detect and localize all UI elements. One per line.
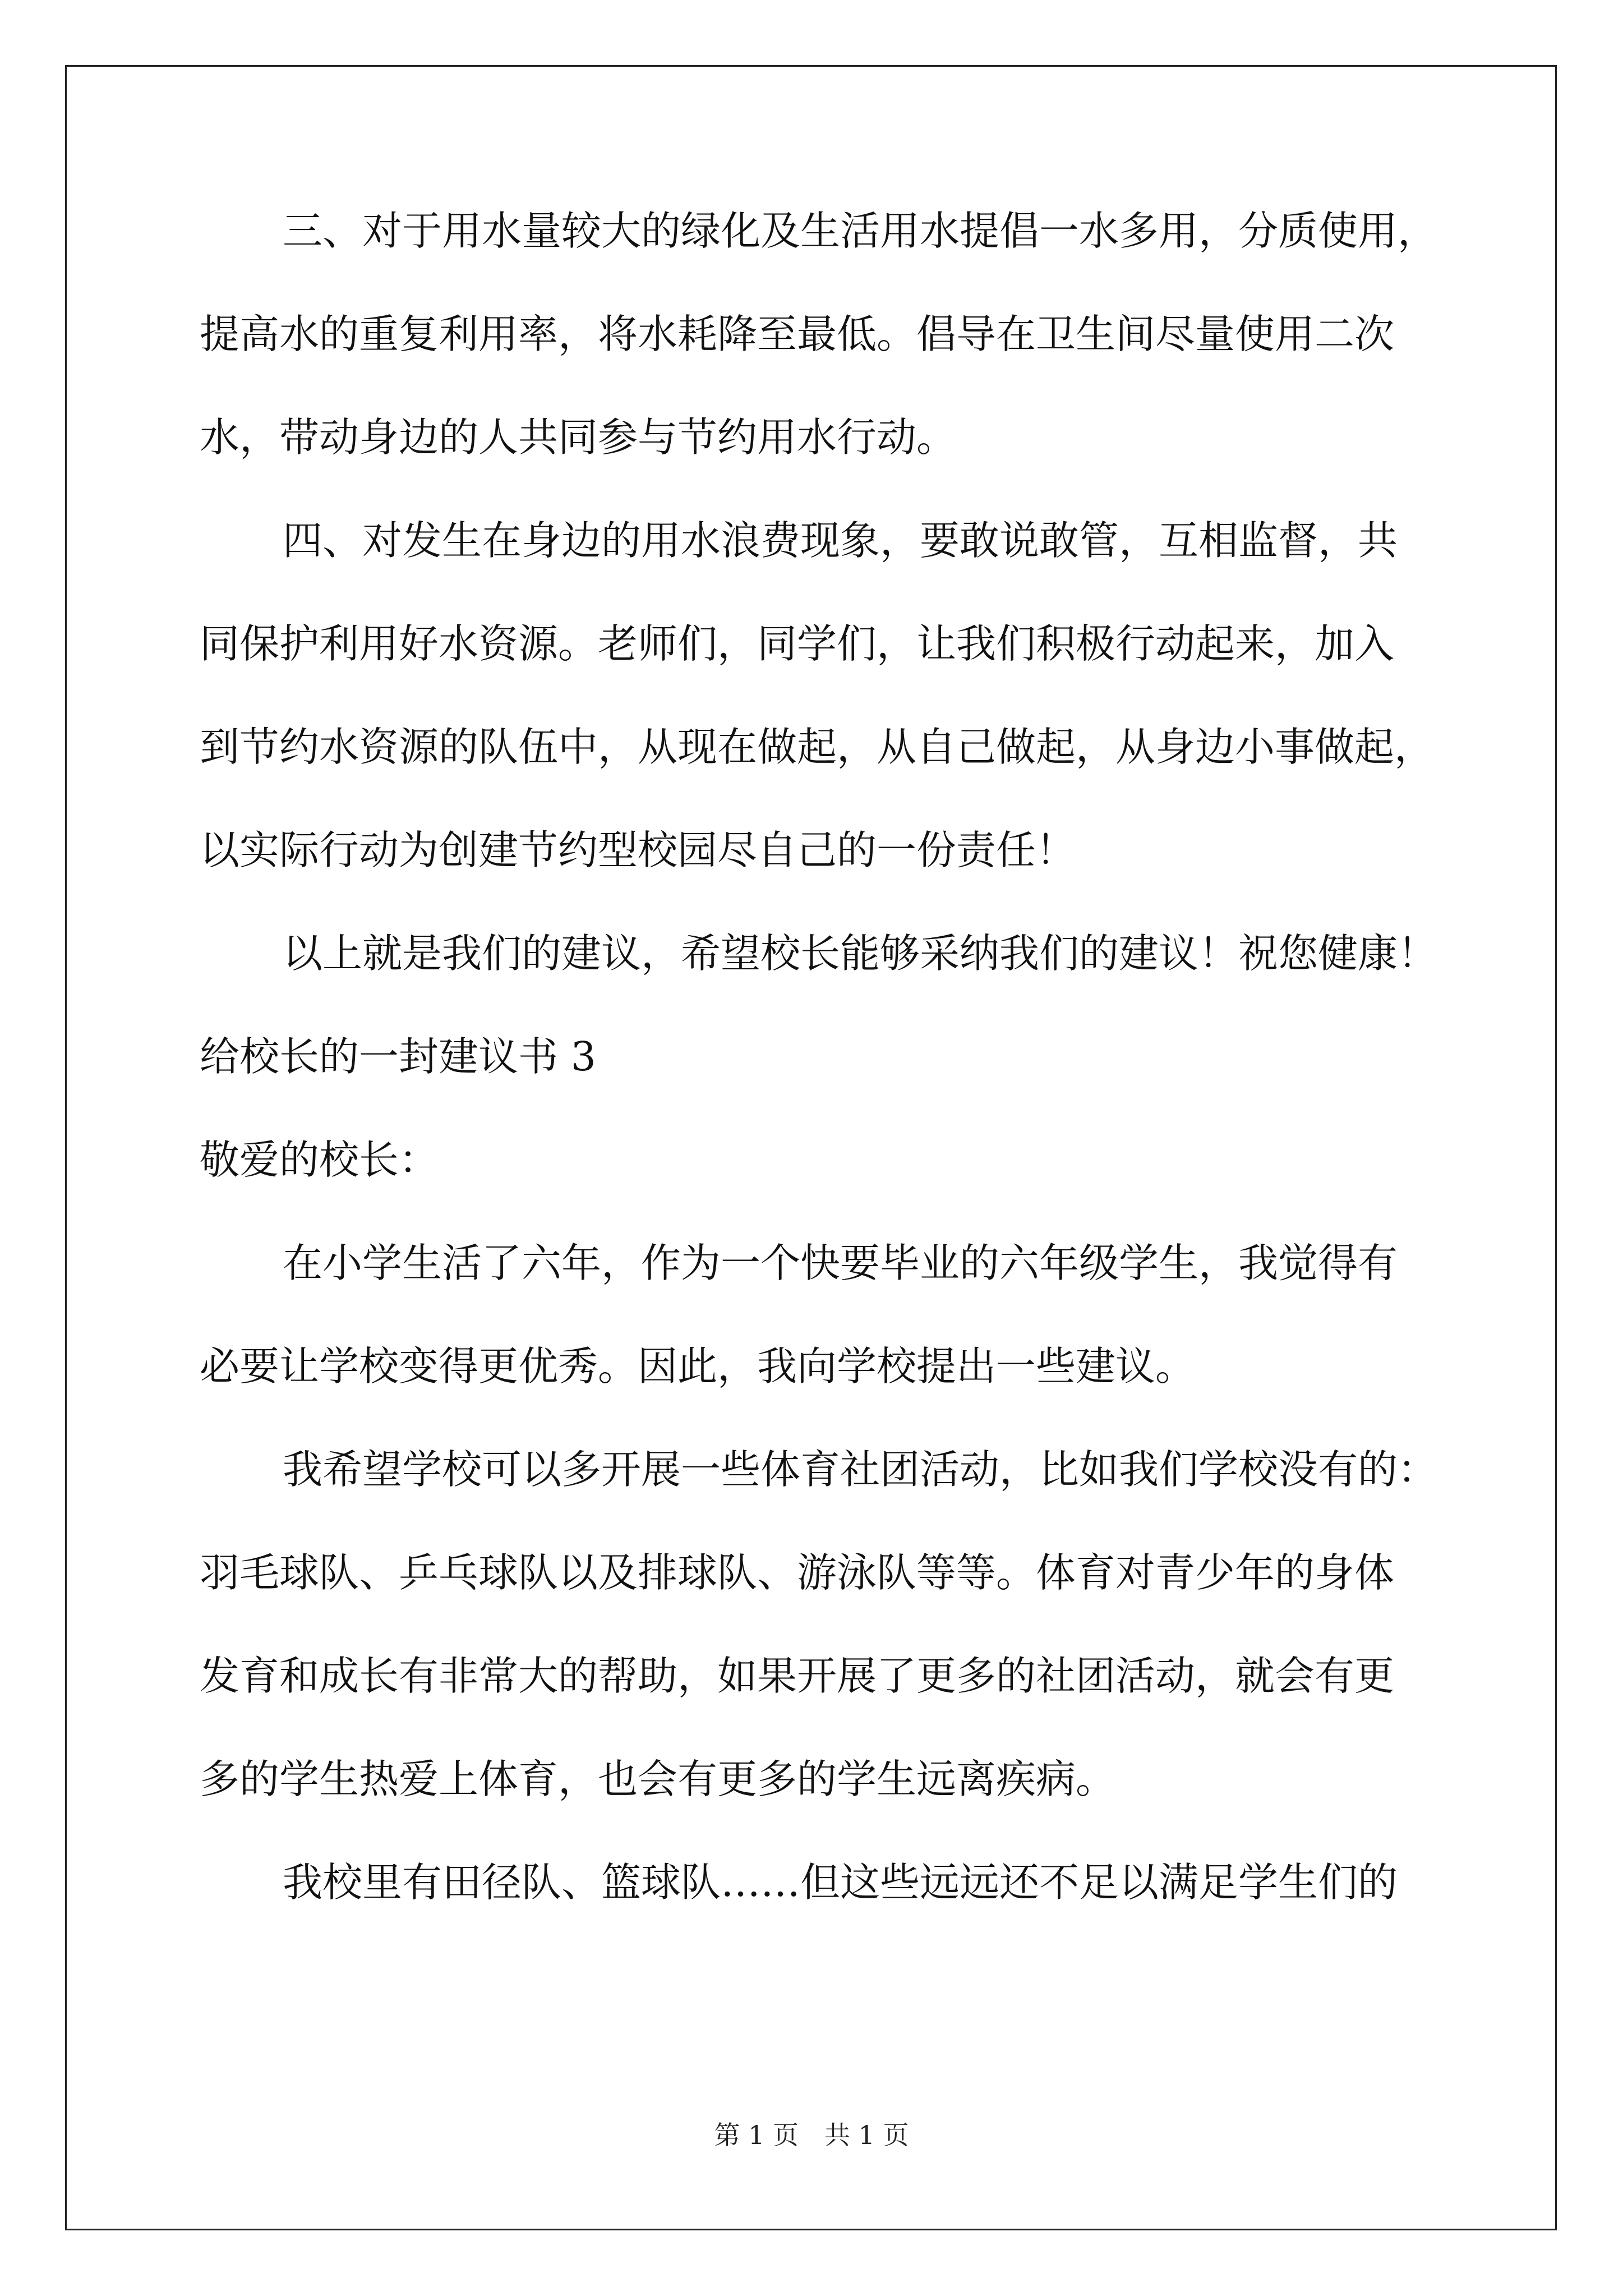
paragraph-line: 必要让学校变得更优秀。因此，我向学校提出一些建议。 bbox=[200, 1343, 1196, 1389]
paragraph-line: 在小学生活了六年，作为一个快要毕业的六年级学生，我觉得有 bbox=[283, 1240, 1398, 1286]
paragraph-line: 三、对于用水量较大的绿化及生活用水提倡一水多用，分质使用， bbox=[283, 208, 1438, 254]
paragraph-line: 同保护利用好水资源。老师们，同学们，让我们积极行动起来，加入 bbox=[200, 620, 1395, 667]
letter-heading: 给校长的一封建议书 3 bbox=[200, 1033, 596, 1080]
paragraph-line: 四、对发生在身边的用水浪费现象，要敢说敢管，互相监督，共 bbox=[283, 517, 1398, 564]
paragraph-line: 发育和成长有非常大的帮助，如果开展了更多的社团活动，就会有更 bbox=[200, 1653, 1395, 1699]
paragraph-line: 我校里有田径队、篮球队……但这些远远还不足以满足学生们的 bbox=[283, 1859, 1398, 1906]
paragraph-line: 水，带动身边的人共同参与节约用水行动。 bbox=[200, 414, 957, 461]
paragraph-line: 以实际行动为创建节约型校园尽自己的一份责任！ bbox=[200, 827, 1076, 873]
paragraph-line: 提高水的重复利用率，将水耗降至最低。倡导在卫生间尽量使用二次 bbox=[200, 311, 1395, 357]
paragraph-line: 我希望学校可以多开展一些体育社团活动，比如我们学校没有的： bbox=[283, 1446, 1438, 1493]
page-footer: 第 1 页 共 1 页 bbox=[714, 2120, 909, 2150]
salutation: 敬爱的校长： bbox=[200, 1137, 439, 1183]
paragraph-line: 多的学生热爱上体育，也会有更多的学生远离疾病。 bbox=[200, 1756, 1116, 1802]
paragraph-line: 以上就是我们的建议，希望校长能够采纳我们的建议！祝您健康！ bbox=[283, 930, 1438, 977]
paragraph-line: 到节约水资源的队伍中，从现在做起，从自己做起，从身边小事做起， bbox=[200, 724, 1435, 770]
paragraph-line: 羽毛球队、乒乓球队以及排球队、游泳队等等。体育对青少年的身体 bbox=[200, 1549, 1395, 1596]
